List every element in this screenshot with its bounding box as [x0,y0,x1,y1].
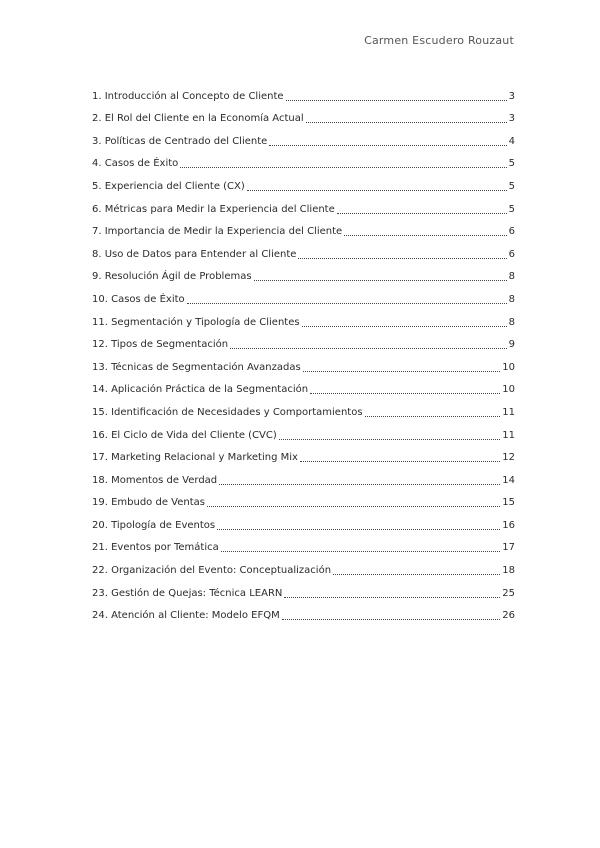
toc-entry-title: 14. Aplicación Práctica de la Segmentación [92,384,309,396]
toc-dot-leader [303,371,501,372]
toc-entry-title: 4. Casos de Éxito [92,158,179,170]
toc-dot-leader [221,551,501,552]
toc-entry[interactable] [92,374,515,397]
toc-entry-page-number: 3 [508,113,515,125]
toc-entry-page-number: 4 [508,135,515,147]
toc-entry-title: 20. Tipología de Eventos [92,519,216,531]
toc-dot-leader [298,258,506,259]
toc-entry[interactable] [92,532,515,555]
toc-dot-leader [254,280,507,281]
toc-entry-page-number: 8 [508,293,515,305]
toc-dot-leader [300,461,500,462]
toc-dot-leader [333,574,500,575]
toc-entry[interactable] [92,238,515,261]
toc-entry[interactable] [92,103,515,126]
toc-entry[interactable] [92,554,515,577]
toc-entry-title: 24. Atención al Cliente: Modelo EFQM [92,610,280,622]
toc-entry[interactable] [92,216,515,239]
toc-entry-page-number: 6 [508,226,515,238]
toc-entry[interactable] [92,125,515,148]
toc-dot-leader [247,190,507,191]
toc-entry-title: 9. Resolución Ágil de Problemas [92,271,252,283]
toc-dot-leader [344,235,506,236]
toc-entry-page-number: 6 [508,248,515,260]
toc-entry-page-number: 25 [502,587,515,599]
toc-entry[interactable] [92,261,515,284]
toc-dot-leader [302,326,507,327]
toc-entry-page-number: 14 [502,474,515,486]
toc-dot-leader [282,619,501,620]
toc-entry-page-number: 17 [502,542,515,554]
toc-entry-page-number: 10 [502,361,515,373]
toc-dot-leader [286,100,507,101]
toc-entry-page-number: 11 [502,429,515,441]
toc-entry-title: 21. Eventos por Temática [92,542,219,554]
toc-entry[interactable] [92,283,515,306]
toc-entry-page-number: 10 [502,384,515,396]
toc-entry-page-number: 8 [508,316,515,328]
toc-entry[interactable] [92,509,515,532]
toc-dot-leader [365,416,501,417]
toc-entry-page-number: 5 [508,203,515,215]
toc-entry-title: 23. Gestión de Quejas: Técnica LEARN [92,587,283,599]
toc-entry-title: 13. Técnicas de Segmentación Avanzadas [92,361,301,373]
toc-entry-page-number: 8 [508,271,515,283]
toc-entry-page-number: 18 [502,565,515,577]
toc-entry[interactable] [92,351,515,374]
toc-entry[interactable] [92,193,515,216]
toc-entry-page-number: 5 [508,180,515,192]
toc-dot-leader [284,597,500,598]
toc-entry-page-number: 12 [502,452,515,464]
toc-entry[interactable] [92,306,515,329]
toc-entry-page-number: 16 [502,519,515,531]
toc-entry-title: 2. El Rol del Cliente en la Economía Actual [92,113,304,125]
toc-dot-leader [180,167,506,168]
toc-dot-leader [337,213,507,214]
toc-dot-leader [269,145,506,146]
toc-entry-title: 22. Organización del Evento: Conceptualización [92,565,332,577]
toc-dot-leader [187,303,507,304]
toc-entry-page-number: 11 [502,406,515,418]
toc-entry-title: 8. Uso de Datos para Entender al Cliente [92,248,297,260]
toc-entry[interactable] [92,442,515,465]
toc-entry-title: 16. El Ciclo de Vida del Cliente (CVC) [92,429,277,441]
toc-entry-title: 15. Identificación de Necesidades y Comportamientos [92,406,363,418]
toc-entry-title: 5. Experiencia del Cliente (CX) [92,180,245,192]
toc-entry-title: 3. Políticas de Centrado del Cliente [92,135,268,147]
toc-entry-title: 7. Importancia de Medir la Experiencia del Cliente [92,226,343,238]
toc-dot-leader [310,393,500,394]
toc-entry-page-number: 5 [508,158,515,170]
toc-entry[interactable] [92,600,515,623]
toc-entry[interactable] [92,577,515,600]
toc-entry[interactable] [92,419,515,442]
toc-entry[interactable] [92,487,515,510]
toc-dot-leader [217,529,500,530]
toc-entry-page-number: 3 [508,90,515,102]
toc-entry-title: 6. Métricas para Medir la Experiencia del Cliente [92,203,335,215]
toc-entry[interactable] [92,148,515,171]
toc-entry-page-number: 15 [502,497,515,509]
toc-entry-title: 18. Momentos de Verdad [92,474,218,486]
toc-entry[interactable] [92,80,515,103]
toc-dot-leader [279,439,500,440]
toc-entry-page-number: 26 [502,610,515,622]
table-of-contents [92,80,515,622]
toc-dot-leader [219,484,500,485]
toc-entry[interactable] [92,170,515,193]
toc-entry-title: 10. Casos de Éxito [92,293,185,305]
toc-entry-title: 19. Embudo de Ventas [92,497,205,509]
toc-dot-leader [306,122,507,123]
toc-entry-title: 12. Tipos de Segmentación [92,339,229,351]
toc-entry-title: 1. Introducción al Concepto de Cliente [92,90,284,102]
toc-entry[interactable] [92,329,515,352]
toc-entry-page-number: 9 [508,339,515,351]
toc-entry-title: 11. Segmentación y Tipología de Clientes [92,316,300,328]
header-author: Carmen Escudero Rouzaut [364,34,514,47]
toc-dot-leader [230,348,507,349]
toc-entry[interactable] [92,396,515,419]
toc-entry-title: 17. Marketing Relacional y Marketing Mix [92,452,298,464]
toc-entry[interactable] [92,464,515,487]
toc-dot-leader [207,506,500,507]
